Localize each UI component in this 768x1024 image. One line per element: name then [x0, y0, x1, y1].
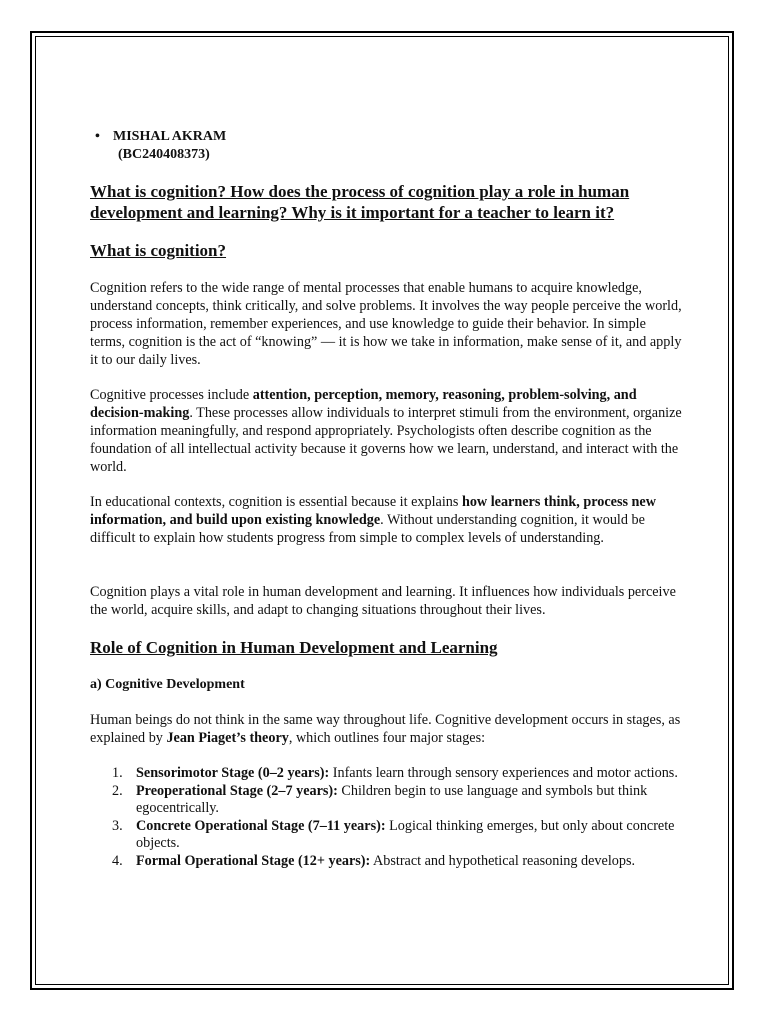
list-item [90, 853, 682, 871]
author-name: MISHAL AKRAM [113, 129, 227, 144]
paragraph-piaget-intro [90, 711, 682, 747]
paragraph-text: In educational contexts, cognition is essential because it explains [90, 494, 462, 510]
paragraph-text: Cognitive processes include [90, 387, 253, 403]
paragraph-text: . Without understanding cognition, it would be difficult to explain how students progress from simple to complex levels of understanding. [90, 512, 645, 546]
stage-description: Children begin to use language and symbols but think egocentrically. [136, 782, 648, 816]
list-item [90, 783, 682, 818]
list-item [90, 765, 682, 783]
paragraph-emphasis: how learners think, process new information, and build upon existing knowledge [90, 494, 656, 528]
paragraph-vital-role: Cognition plays a vital role in human development and learning. It influences how individuals perceive the world, acquire skills, and adapt to changing situations throughout their lives. [90, 584, 676, 618]
stage-description: Infants learn through sensory experiences and motor actions. [329, 765, 678, 781]
list-number: 3. [112, 817, 123, 834]
list-number: 1. [112, 765, 123, 781]
paragraph-emphasis: attention, perception, memory, reasoning, problem-solving, and decision-making [90, 387, 637, 421]
paragraph-text: , which outlines four major stages: [288, 730, 486, 746]
section-heading-role-of-cognition: Role of Cognition in Human Development and Learning [90, 638, 498, 657]
subheading-cognitive-development: a) Cognitive Development [90, 677, 245, 692]
list-item [90, 818, 682, 853]
stage-description: Abstract and hypothetical reasoning develops. [370, 852, 636, 869]
list-number: 2. [112, 782, 123, 799]
stage-title: Formal Operational Stage (12+ years): [136, 852, 371, 869]
paragraph-emphasis: Jean Piaget’s theory [166, 730, 289, 746]
list-number: 4. [112, 852, 123, 869]
stage-title: Preoperational Stage (2–7 years): [136, 782, 338, 799]
paragraph-cognition-definition: Cognition refers to the wide range of mental processes that enable humans to acquire knowledge, understand concepts, think critically, and solve problems. It involves the way people perceive the world, process information, remember experiences, and use knowledge to guide their behavior. In simple terms, cognition is the act of “knowing” — it is how we take in information, make sense of it, and apply it to our daily lives. [90, 280, 682, 368]
section-heading-what-is-cognition: What is cognition? [90, 241, 227, 260]
stage-title: Concrete Operational Stage (7–11 years): [136, 817, 386, 834]
bullet-icon: • [95, 129, 100, 144]
piaget-stages-list [90, 765, 682, 870]
assignment-question-title: What is cognition? How does the process of cognition play a role in human development and learning? Why is it important for a teacher to learn it? [90, 182, 630, 222]
paragraph-educational-contexts [90, 493, 682, 547]
paragraph-cognitive-processes [90, 386, 682, 476]
paragraph-text: Human beings do not think in the same way throughout life. Cognitive development occurs in stages, as explained by [90, 712, 681, 746]
stage-title: Sensorimotor Stage (0–2 years): [136, 765, 330, 781]
student-id: (BC240408373) [118, 147, 210, 162]
paragraph-text: . These processes allow individuals to interpret stimuli from the environment, organize information meaningfully, and respond appropriately. Psychologists often describe cognition as the foundation of all intellectual activity because it governs how we learn, understand, and interact with the world. [90, 405, 682, 475]
stage-description: Logical thinking emerges, but only about concrete objects. [136, 817, 675, 851]
